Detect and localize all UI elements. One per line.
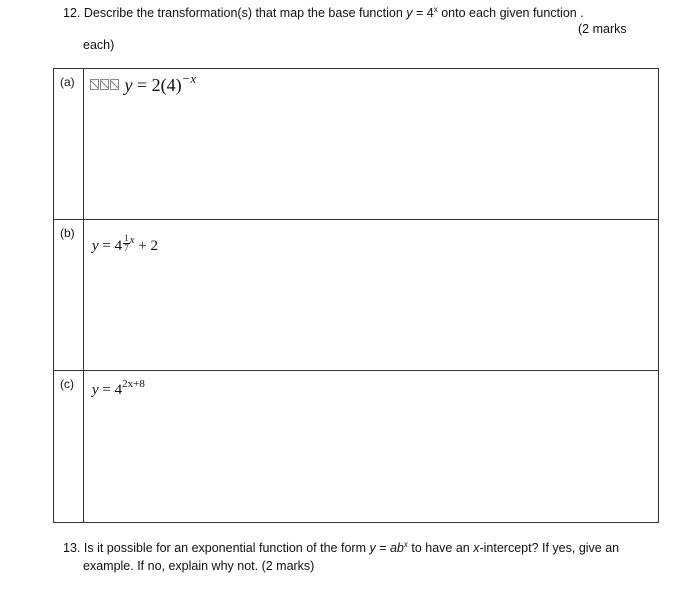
answer-row-b [54, 220, 659, 371]
row-label-a: (a) [60, 75, 75, 89]
question-12-number: 12. [63, 6, 81, 20]
answer-row-c [54, 371, 659, 523]
broken-glyph-icon [100, 79, 109, 90]
fraction-numerator: 1 [124, 233, 129, 243]
question-13-line-2: example. If no, explain why not. (2 marks) [83, 559, 315, 573]
broken-glyph-icon [110, 79, 119, 90]
function-c-eq: = 4 [98, 382, 123, 398]
row-label-cell-c [54, 371, 84, 523]
answer-cell-a[interactable] [84, 69, 659, 220]
answer-table [53, 68, 659, 523]
function-c [84, 371, 145, 399]
function-a-exponent: −x [181, 71, 197, 86]
question-13-text-3: -intercept? If yes, give an [479, 541, 620, 555]
base-function-eq: = 4 [412, 6, 434, 20]
question-13 [63, 540, 643, 574]
fraction-denominator: 7 [124, 243, 129, 253]
function-a-eq: = 2(4) [132, 75, 182, 95]
answer-cell-b[interactable] [84, 220, 659, 371]
question-12-prompt [63, 6, 584, 20]
base-function-lhs: y [406, 6, 413, 20]
answer-cell-c[interactable] [84, 371, 659, 523]
question-12-text-after: onto each given function . [441, 6, 584, 20]
function-a [84, 69, 196, 96]
function-b [84, 220, 158, 255]
function-c-lhs: y [92, 382, 99, 398]
form-ab: ab [389, 541, 404, 555]
row-label-c: (c) [60, 377, 74, 391]
function-c-exponent: 2x+8 [122, 378, 145, 390]
question-13-number: 13. [63, 541, 81, 555]
function-b-exponent-fraction [123, 234, 130, 253]
answer-row-a [54, 69, 659, 220]
row-label-cell-b [54, 220, 84, 371]
question-12-marks-continued: each) [83, 38, 115, 52]
row-label-b: (b) [60, 226, 75, 240]
function-b-eq: = 4 [98, 238, 123, 254]
question-13-text-2: to have an [411, 541, 470, 555]
function-b-lhs: y [92, 238, 99, 254]
form-lhs: y [369, 541, 376, 555]
base-function-exponent: x [433, 5, 438, 14]
x-intercept-variable: x [473, 541, 480, 555]
row-label-cell-a [54, 69, 84, 220]
form-exponent: x [403, 540, 408, 549]
question-12-marks: (2 marks [578, 22, 627, 36]
function-b-tail: + 2 [134, 238, 158, 254]
broken-glyph-icon [90, 79, 99, 90]
function-a-lhs: y [124, 75, 133, 95]
question-12-text-before: Describe the transformation(s) that map the base function [83, 6, 403, 20]
question-13-text-1: Is it possible for an exponential function of the form [83, 541, 366, 555]
form-eq: = [375, 541, 390, 555]
function-b-exponent-variable: x [129, 234, 135, 246]
